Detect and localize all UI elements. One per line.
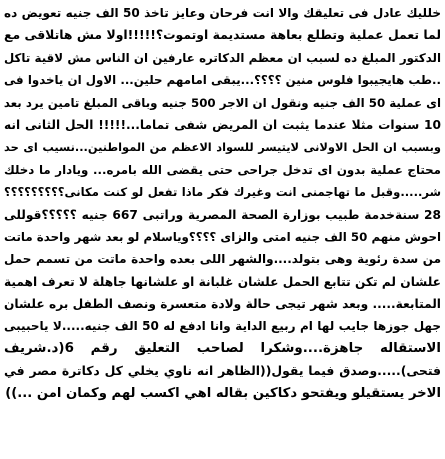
comment-line-5: اى عملية 50 الف جنيه ونقول ان الاجر 500 جنيه وباقى المبلغ تامين يرد بعد bbox=[4, 95, 441, 110]
comment-line-7: وبسبب ان الحل الاولانى لايتيسر للسواد الاعظم من المواطنين...نسيب اى حد bbox=[4, 140, 441, 155]
comment-line-14: المتابعة..... وبعد شهر تيجى حالة ولادة متعسرة ونصف الطفل بره علشان bbox=[4, 297, 441, 312]
comment-line-17: فتحى).....وصدق فيما يقول((الظاهر انه ناوي يخلي كل دكاترة مصر في bbox=[4, 363, 441, 379]
comment-line-15: جهل جوزها جايب لها ام ربيع الداية وانا ادفع له 50 الف جنيه.....لا ياحبيبى bbox=[4, 319, 441, 334]
comment-line-2: لما تعمل عملية وتطلع بعاهة مستديمة اوتموت؟!!!!!اولا مش هاتلاقى مع bbox=[4, 27, 441, 43]
comment-line-8: محتاج عملية بدون اى تدخل جراحى حتى يقضى الله بامره... ويادار ما دخلك bbox=[4, 162, 441, 177]
comment-line-4: ..طب هايجيبوا فلوس منين ؟؟؟؟...يبقى امامهم حلين... الاول ان ياخدوا فى bbox=[4, 73, 441, 88]
comment-line-12: من سدة رئوية وهى بتولد....والشهر اللى بعده واحدة ماتت من تسمم حمل bbox=[4, 252, 441, 267]
comment-line-18: الاخر يستقيلو ويفتحو دكاكين بقاله اهي اكسب لهم وكمان امن ...)) bbox=[5, 385, 441, 401]
comment-line-11: احوش منهم 50 الف جنيه امتى والزاى ؟؟؟؟وياسلام لو بعد شهر واحدة ماتت bbox=[4, 229, 441, 244]
comment-line-13: علشان لم تكن تتابع الحمل علشان غلبانة او علشانها جاهلة لا تعرف اهمية bbox=[4, 274, 441, 289]
comment-line-3: الدكتور المبلغ ده لسبب ان معظم الدكاتره عارفين ان الناس مش لاقية تاكل bbox=[4, 50, 441, 65]
comment-line-6: 10 سنوات مثلا عندما يثبت ان المريض شفى تماما...!!!!! الحل الثانى انه bbox=[4, 117, 441, 132]
comment-line-1: خلليك عادل فى تعليقك والا انت فرحان وعايز تاخذ 50 الف جنيه تعويض ده bbox=[4, 6, 441, 20]
comment-line-10: 28 سنةخدمة طبيب بوزارة الصحة المصرية وراتبى 667 جنيه ؟؟؟؟؟قوللى bbox=[4, 207, 441, 222]
comment-line-16: الاستقاله جاهزة....وشكرا لصاحب التعليق رقم 6(د.شريف bbox=[4, 340, 441, 356]
comment-line-9: شر.....وقبل ما تهاجمنى انت وغيرك فكر ماذا تفعل لو كنت مكانى؟؟؟؟؟؟؟؟؟ bbox=[4, 185, 441, 200]
